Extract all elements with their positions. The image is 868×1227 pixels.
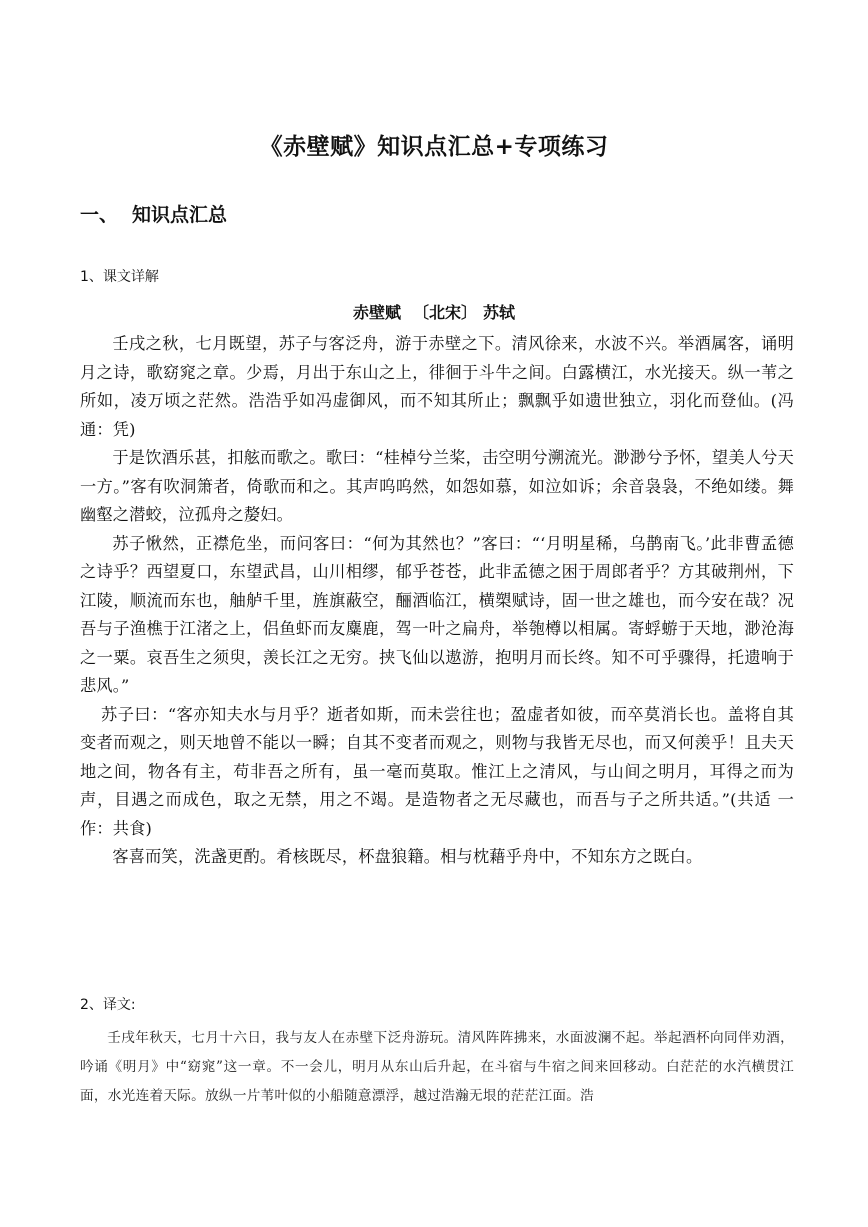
classic-dynasty: 〔北宋〕 <box>412 303 477 322</box>
classic-title-line <box>0 300 868 323</box>
paragraph: 苏子曰：“客亦知夫水与月乎？逝者如斯，而未尝往也；盈虚者如彼，而卒莫消长也。盖将自其变者而观之，则天地曾不能以一瞬；自其不变者而观之，则物与我皆无尽也，而又何羡乎！且夫天地之间，物各有主，苟非吾之所有，虽一毫而莫取。惟江上之清风，与山间之明月，耳得之而为声，目遇之而成色，取之无禁，用之不竭。是造物者之无尽藏也，而吾与子之所共适。”(共适 一作：共食) <box>80 704 794 838</box>
paragraph: 客喜而笑，洗盏更酌。肴核既尽，杯盘狼籍。相与枕藉乎舟中，不知东方之既白。 <box>112 847 703 866</box>
translation-text <box>80 1024 794 1111</box>
classic-author: 苏轼 <box>483 303 516 322</box>
page-title: 《赤壁赋》知识点汇总+专项练习 <box>259 134 609 160</box>
classic-text <box>80 330 794 872</box>
paragraph: 苏子愀然，正襟危坐，而问客曰：“何为其然也？”客曰：“‘月明星稀，乌鹊南飞。’此非曹孟德之诗乎？西望夏口，东望武昌，山川相缪，郁乎苍苍，此非孟德之困于周郎者乎？方其破荆州，下江陵，顺流而东也，舳舻千里，旌旗蔽空，酾酒临江，横槊赋诗，固一世之雄也，而今安在哉？况吾与子渔樵于江渚之上，侣鱼虾而友麋鹿，驾一叶之扁舟，举匏樽以相属。寄蜉蝣于天地，渺沧海之一粟。哀吾生之须臾，羡长江之无穷。挟飞仙以遨游，抱明月而长终。知不可乎骤得，托遗响于悲风。” <box>80 533 794 695</box>
subsection-heading-translation: 2、译文: <box>80 997 136 1013</box>
translation-paragraph: 壬戌年秋天，七月十六日，我与友人在赤壁下泛舟游玩。清风阵阵拂来，水面波澜不起。举起酒杯向同伴劝酒，吟诵《明月》中“窈窕”这一章。不一会儿，明月从东山后升起，在斗宿与牛宿之间来回移动。白茫茫的水汽横贯江面，水光连着天际。放纵一片苇叶似的小船随意漂浮，越过浩瀚无垠的茫茫江面。浩 <box>80 1030 794 1104</box>
section-title: 知识点汇总 <box>132 204 228 226</box>
paragraph: 于是饮酒乐甚，扣舷而歌之。歌曰：“桂棹兮兰桨，击空明兮溯流光。渺渺兮予怀，望美人兮天一方。”客有吹洞箫者，倚歌而和之。其声呜呜然，如怨如慕，如泣如诉；余音袅袅，不绝如缕。舞幽壑之潜蛟，泣孤舟之嫠妇。 <box>80 448 794 524</box>
classic-title: 赤壁赋 <box>352 303 401 322</box>
paragraph: 壬戌之秋，七月既望，苏子与客泛舟，游于赤壁之下。清风徐来，水波不兴。举酒属客，诵明月之诗，歌窈窕之章。少焉，月出于东山之上，徘徊于斗牛之间。白露横江，水光接天。纵一苇之所如，凌万顷之茫然。浩浩乎如冯虚御风，而不知其所止；飘飘乎如遗世独立，羽化而登仙。(冯 通：凭) <box>80 334 794 439</box>
subsection-heading-text: 1、课文详解 <box>80 269 159 285</box>
section-heading <box>80 200 227 227</box>
section-number: 一、 <box>80 204 119 226</box>
